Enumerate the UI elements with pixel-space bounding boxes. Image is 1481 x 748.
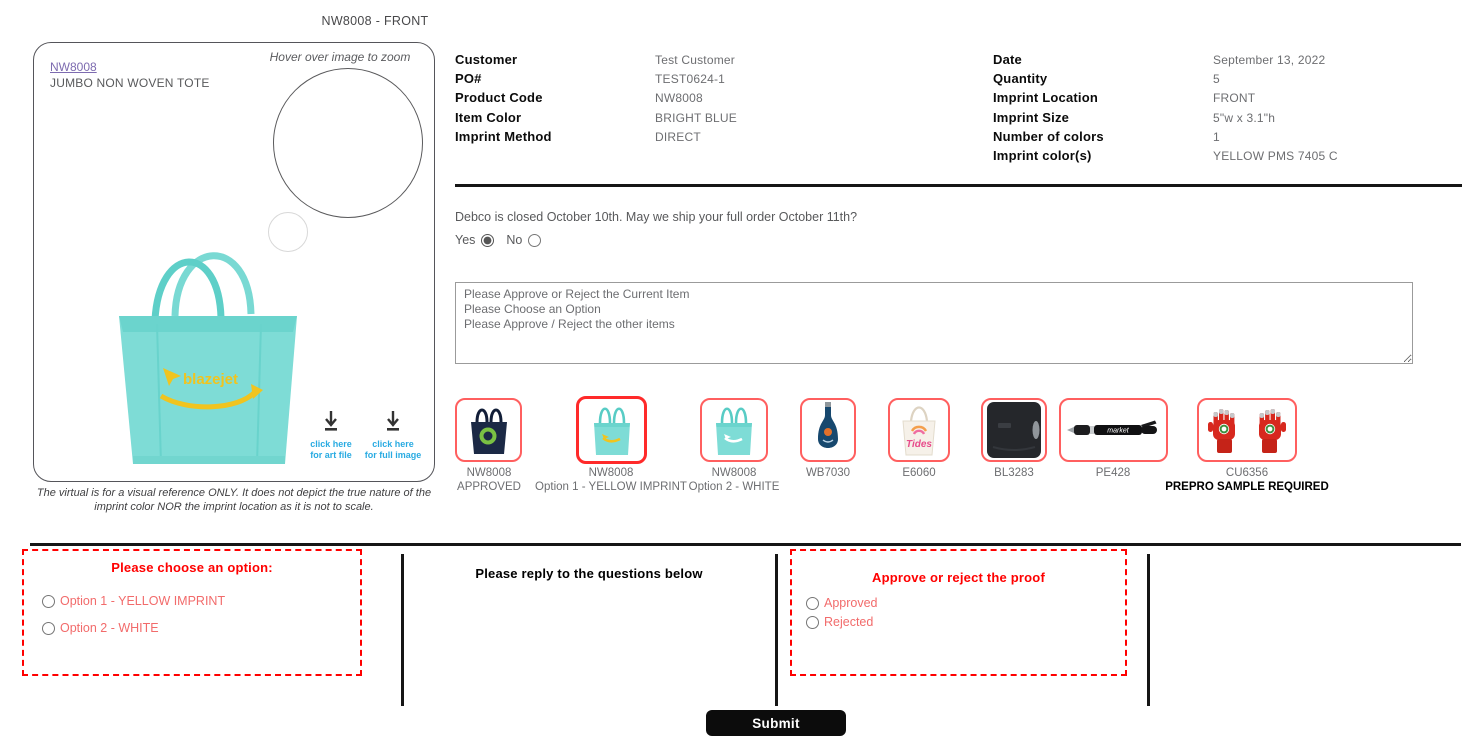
thumb-code: NW8008 bbox=[588, 467, 634, 479]
info-row bbox=[455, 110, 985, 129]
yes-label: Yes bbox=[455, 233, 476, 247]
info-value: NW8008 bbox=[655, 91, 703, 106]
info-value: September 13, 2022 bbox=[1213, 53, 1326, 67]
comments-textarea[interactable] bbox=[455, 282, 1413, 364]
info-label: Imprint Location bbox=[993, 90, 1099, 106]
info-value: Test Customer bbox=[655, 53, 735, 67]
pen-imprint-text: market bbox=[1106, 427, 1129, 435]
info-label: Item Color bbox=[455, 109, 522, 125]
option2-radio-row[interactable] bbox=[42, 621, 159, 635]
option1-radio[interactable] bbox=[42, 595, 55, 608]
approval-box bbox=[790, 549, 1127, 676]
thumb-label-8 bbox=[1137, 466, 1357, 494]
thumb-code: WB7030 bbox=[805, 467, 851, 479]
full-image-link-line1: click here bbox=[372, 439, 414, 449]
info-row bbox=[455, 71, 985, 90]
info-label: Date bbox=[993, 52, 1022, 67]
virtual-disclaimer: The virtual is for a visual reference ONLY. It does not depict the true nature of the imprint color NOR the imprint location as it is not to scale. bbox=[36, 487, 432, 513]
info-label: Product Code bbox=[455, 90, 543, 106]
info-row bbox=[993, 129, 1463, 148]
teal-tote-yellow-image bbox=[587, 401, 637, 459]
product-code-link[interactable]: NW8008 bbox=[50, 60, 97, 74]
download-arrow-icon bbox=[323, 410, 339, 432]
option-box-title: Please choose an option: bbox=[111, 560, 273, 575]
option2-radio[interactable] bbox=[42, 622, 55, 635]
option2-label: Option 2 - WHITE bbox=[60, 621, 159, 635]
info-value: YELLOW PMS 7405 C bbox=[1213, 148, 1338, 163]
submit-button[interactable]: Submit bbox=[706, 710, 846, 736]
padfolio-image bbox=[985, 401, 1043, 459]
imprint-text: blazejet bbox=[183, 371, 239, 388]
thumb-code: BL3283 bbox=[994, 467, 1034, 479]
info-value: 5 bbox=[1213, 72, 1220, 87]
rejected-label: Rejected bbox=[824, 615, 874, 629]
divider-vertical-3 bbox=[1147, 554, 1150, 706]
approved-radio-row[interactable] bbox=[806, 596, 878, 610]
thumbnail-e6060[interactable] bbox=[888, 398, 950, 462]
shipping-answer-group bbox=[455, 233, 541, 247]
info-value: FRONT bbox=[1213, 91, 1256, 106]
thumb-code: NW8008 bbox=[466, 467, 512, 479]
order-info-left bbox=[455, 52, 985, 148]
thumb-code: NW8008 bbox=[711, 467, 757, 479]
option1-radio-row[interactable] bbox=[42, 594, 225, 608]
canvas-tote-image bbox=[895, 401, 943, 459]
page-title: NW8008 - FRONT bbox=[321, 14, 429, 28]
info-row bbox=[455, 52, 985, 71]
gloves-image bbox=[1205, 402, 1289, 458]
info-row bbox=[993, 52, 1463, 71]
option1-label: Option 1 - YELLOW IMPRINT bbox=[60, 594, 226, 608]
info-divider-line bbox=[455, 184, 1462, 187]
thumb-code: E6060 bbox=[902, 467, 936, 479]
product-name: JUMBO NON WOVEN TOTE bbox=[50, 76, 210, 90]
zoom-lens-circle bbox=[273, 68, 423, 218]
thumb-caption: Option 1 - YELLOW IMPRINT bbox=[535, 481, 687, 493]
order-info-right bbox=[993, 52, 1463, 167]
thumbnail-nw8008-option1[interactable] bbox=[576, 396, 647, 464]
info-label: Quantity bbox=[993, 71, 1048, 87]
approval-box-title: Approve or reject the proof bbox=[872, 570, 1045, 585]
rejected-radio[interactable] bbox=[806, 616, 819, 629]
info-label: Imprint color(s) bbox=[993, 147, 1092, 163]
rejected-radio-row[interactable] bbox=[806, 615, 873, 629]
info-label: Imprint Size bbox=[993, 109, 1070, 125]
thumb-caption: Option 2 - WHITE bbox=[688, 481, 780, 493]
thumbnail-wb7030[interactable] bbox=[800, 398, 856, 462]
no-label: No bbox=[506, 233, 523, 247]
info-value: 1 bbox=[1213, 129, 1220, 144]
shipping-question: Debco is closed October 10th. May we ship your full order October 11th? bbox=[455, 210, 858, 224]
approved-radio[interactable] bbox=[806, 597, 819, 610]
divider-vertical-2 bbox=[775, 554, 778, 706]
ship-yes-radio[interactable] bbox=[481, 234, 494, 247]
thumbnail-pe428[interactable] bbox=[1059, 398, 1168, 462]
middle-instruction: Please reply to the questions below bbox=[475, 566, 703, 581]
info-label: PO# bbox=[455, 71, 482, 87]
thumb-caption: APPROVED bbox=[457, 481, 521, 493]
info-label: Imprint Method bbox=[455, 128, 552, 144]
teal-tote-white-image bbox=[709, 401, 759, 459]
info-row bbox=[993, 90, 1463, 109]
tote-imprint-text: Tides bbox=[906, 439, 932, 450]
info-value: 5"w x 3.1"h bbox=[1213, 110, 1276, 125]
info-label: Customer bbox=[455, 52, 518, 67]
full-image-link-line2: for full image bbox=[364, 449, 422, 460]
info-row bbox=[455, 90, 985, 109]
thumb-caption: PREPRO SAMPLE REQUIRED bbox=[1165, 481, 1329, 493]
info-label: Number of colors bbox=[993, 128, 1104, 144]
pen-image bbox=[1064, 415, 1164, 445]
download-arrow-icon bbox=[385, 410, 401, 432]
info-row bbox=[993, 71, 1463, 90]
section-divider-line bbox=[30, 543, 1461, 546]
info-value: BRIGHT BLUE bbox=[655, 110, 737, 125]
thumbnail-bl3283[interactable] bbox=[981, 398, 1047, 462]
info-row bbox=[993, 110, 1463, 129]
bottle-image bbox=[813, 401, 843, 459]
thumbnail-nw8008-approved[interactable] bbox=[455, 398, 522, 462]
thumb-code: PE428 bbox=[1095, 467, 1131, 479]
thumbnail-cu6356[interactable] bbox=[1197, 398, 1297, 462]
info-value: TEST0624-1 bbox=[655, 72, 726, 87]
info-value: DIRECT bbox=[655, 129, 701, 144]
info-row bbox=[993, 148, 1463, 167]
art-file-link-line2: for art file bbox=[310, 449, 352, 460]
art-file-link-line1: click here bbox=[310, 439, 352, 449]
ship-no-radio[interactable] bbox=[528, 234, 541, 247]
thumbnail-nw8008-option2[interactable] bbox=[700, 398, 768, 462]
hover-zoom-hint: Hover over image to zoom bbox=[269, 50, 411, 64]
full-image-download[interactable] bbox=[356, 410, 430, 460]
navy-tote-image bbox=[463, 402, 515, 458]
approved-label: Approved bbox=[824, 596, 878, 610]
info-row bbox=[455, 129, 985, 148]
thumb-code: CU6356 bbox=[1225, 467, 1269, 479]
main-product-image[interactable] bbox=[103, 220, 313, 468]
